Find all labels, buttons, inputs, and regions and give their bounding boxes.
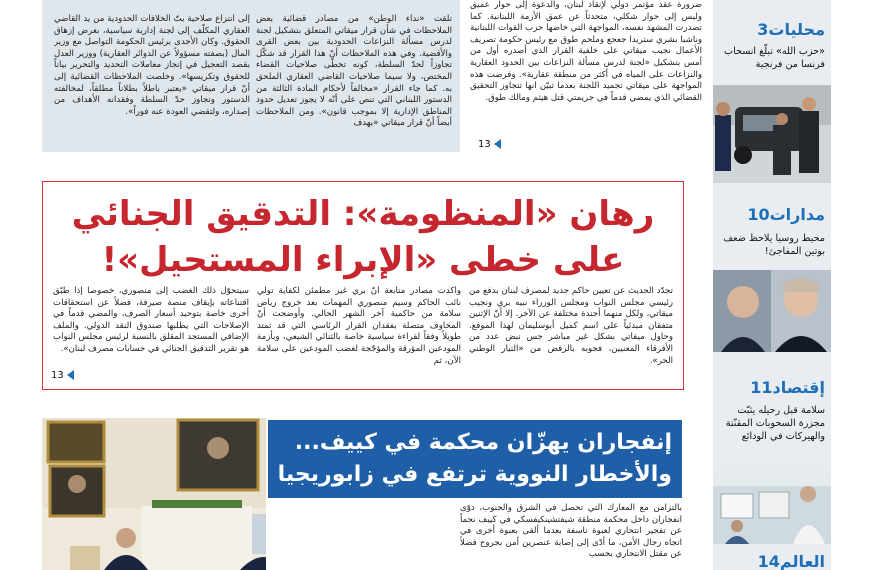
arrow-left-icon [494,139,501,149]
bottom-headline-line-1: إنفجاران يهزّان محكمة في كييف... [294,430,672,455]
sidebar-item-3-text[interactable]: سلامة قبل رحيله يثبّت مجزرة السحوبات المقنّنة والهيركات في الودائع [725,405,825,442]
sidebar-item-3-number: 11 [750,378,773,397]
sidebar-item-2-heading[interactable] [737,205,825,224]
sidebar-item-1-photo[interactable] [713,85,831,183]
main-article-continued[interactable]: 13 [51,370,74,381]
bottom-headline-banner[interactable] [268,420,682,498]
main-headline-line-2[interactable]: على خطى «الإبراء المستحيل»! [101,240,625,280]
top-article-column-2: تلقت «نداء الوطن» من مصادر قضائية بعض الملاحظات في شأن قرار ميقاتي المتعلق بتشكيل لجنة لدرس مسألة النزاعات الحدودية بين بعض القرى والأقضية. وفي هذه الملاحظات أنّ هذا القرار قد شكّل تجاوزاً لحدّ السلطة، كونه تخطّى صلاحيات القضاء المختص، ولا سيما صلاحيات القاضي العقاري الملحق به. كما جاء القرار «مخالفاً لأحكام المادة الثالثة من الدستور اللبناني التي تنص على أنّه لا يجوز تعديل حدود المناطق الإدارية إلا بموجب قانون». ومن الملاحظات أيضاً أنّ قرار ميقاتي «يهدف [256,14,452,129]
sidebar-item-3-photo[interactable] [713,466,831,544]
sidebar-item-1-number: 3 [757,20,769,39]
sidebar-item-3-heading[interactable] [740,378,825,397]
photo-image [42,418,266,570]
sidebar-item-2-section: مدارات [769,205,825,224]
sidebar-item-4-heading[interactable] [748,552,825,570]
main-article-frame [42,181,684,390]
main-article-column-3: سيتحوّل ذلك الغضب إلى منصوري، خصوصاً إذا طُبّق اقتناعاته بإيقاف منصة صيرفة، فضلاً عن استحقاقات أخرى خاصة بتوحيد أسعار الصرف، والمضي قدماً في الإصلاحات التي يطلبها صندوق النقد الدولي. والملف الإضافي المستجد المقلق بالنسبة لرئيس مجلس النواب هو تقرير التدقيق الجنائي في حسابات مصرف لبنان». [53,286,249,354]
sidebar-item-4-number: 14 [757,552,780,570]
sidebar-item-2-number: 10 [747,205,770,224]
sidebar-item-2-photo[interactable] [713,270,831,352]
top-article-continued[interactable]: 13 [478,139,501,150]
sidebar-item-1-heading[interactable] [747,20,825,39]
top-article-column-1: ضرورة عقد مؤتمر دولي لإنقاذ لبنان، والدعوة إلى حوار عميق وليس إلى حوار شكلي، متحدثاً عن عمق الأزمة اللبنانية. كما تصدرت المشهد نفسه، المواجهة التي خاضها حزب القوات اللبنانية وناشبا بشري ستريدا جعجع وملحم طوق مع رئيس حكومة تصريف الأعمال نجيب ميقاتي على خلفية القرار الذي أصدره أول من أمس بتشكيل «لجنة لدرس مسألة النزاعات بين الحدود العقارية والنزاعات على المياه في أكثر من منطقة عقارية». وفرضت هذه المواجهة على ميقاتي تجميد اللجنة بعدما تبيّن انها تتجاوز التحقيق القضائي الذي يمضي قدماً في جريمتي قتل هيثم ومالك طوق. [470,0,702,103]
bottom-headline-line-2: والأخطار النووية ترتفع في زابوريجيا [277,462,672,487]
photo-image [713,466,831,544]
main-headline-line-1[interactable]: رهان «المنظومة»: التدقيق الجنائي [71,194,655,234]
sidebar-item-2-text[interactable]: محيط روسيا يلاحظ ضعف بوتين المفاجئ! [723,233,825,257]
sidebar-item-1-text[interactable]: «حزب الله» تبلّغ انسحاب فرنسا من فرنجية [724,46,825,70]
main-article-column-1: تجدّد الحديث عن تعيين حاكم جديد لمصرف لبنان بدفع من رئيسي مجلس النواب ومجلس الوزراء نبيه بري ونجيب ميقاتي، ولكل منهما أجندة مختلفة عن الآخر. إلا أنّ الإثنين متفقان مبدئياً على اسم كميل أبوسليمان لهذا الموقع. وحاول ميقاتي بشكل غير مباشر جس نبض عدد من الأفرقاء المعنيين، فجوبه بالرفض من «التيار الوطني الحر». [469,286,673,366]
sidebar-item-3-section: إقتصاد [772,378,825,397]
photo-image [713,270,831,352]
main-article-column-2: وأكدت مصادر متابعة أنّ بري غير مطمئن لكفاية تولي نائب الحاكم وسيم منصوري المهمات بعد خروج رياض سلامة من حاكمية آخر الشهر الحالي. وأوضحت أنّ المخاوف متصلة بفقدان القرار الرئاسي التي قد تمتد طويلاً وفقاً لقراءة سياسية خاصة بالثنائي الشيعي، وبأزمة المودعين المؤرقة والمؤجّجة لغضب المودعين على سلامة الآن، ثم [257,286,461,366]
sidebar-item-4-section: العالم [779,552,825,570]
bottom-article-column-1: بالتزامن مع المعارك التي تحصل في الشرق والجنوب، دوّى انفجاران داخل محكمة منطقة شيفتشينكيفسكي في كييف نجماً عن تفجير انتحاري لعبوة ناسفة بعدما ألقى بعبوة أخرى في اتجاه رجال الأمن، ما أدّى إلى إصابة عنصرين أمن بجروح فضلاً عن مقتل الانتحاري بحسب [460,503,682,560]
photo-image [713,85,831,183]
sidebar-item-1-section: محليات [768,20,825,39]
bottom-article-photo[interactable] [42,418,266,570]
sidebar [713,0,831,570]
top-article-card [42,0,460,152]
top-article-column-3: إلى انتزاع صلاحية بتّ الخلافات الحدودية من يد القاضي العقاري المكلّف إلى لجنة إدارية سياسية، بغرض إزهاق الحقوق. وكان الأجدى برئيس الحكومة التواصل مع وزير المال (بصفته مسؤولاً عن الدوائر العقارية) ووزير العدل بقصد التعجيل في إنجاز معاملات التحديد والتحرير بياناً للحقوق وتكريسها». وخلصت الملاحظات القضائية إلى أنّ قرار ميقاتي «يعتبر باطلاً بطلاناً مطلقاً، لمخالفته الدستور وتجاوز حدّ السلطة وفقدانه الأهداف من إصداره، ولتقضي العودة عنه فوراً». [54,14,250,117]
arrow-left-icon [67,370,74,380]
